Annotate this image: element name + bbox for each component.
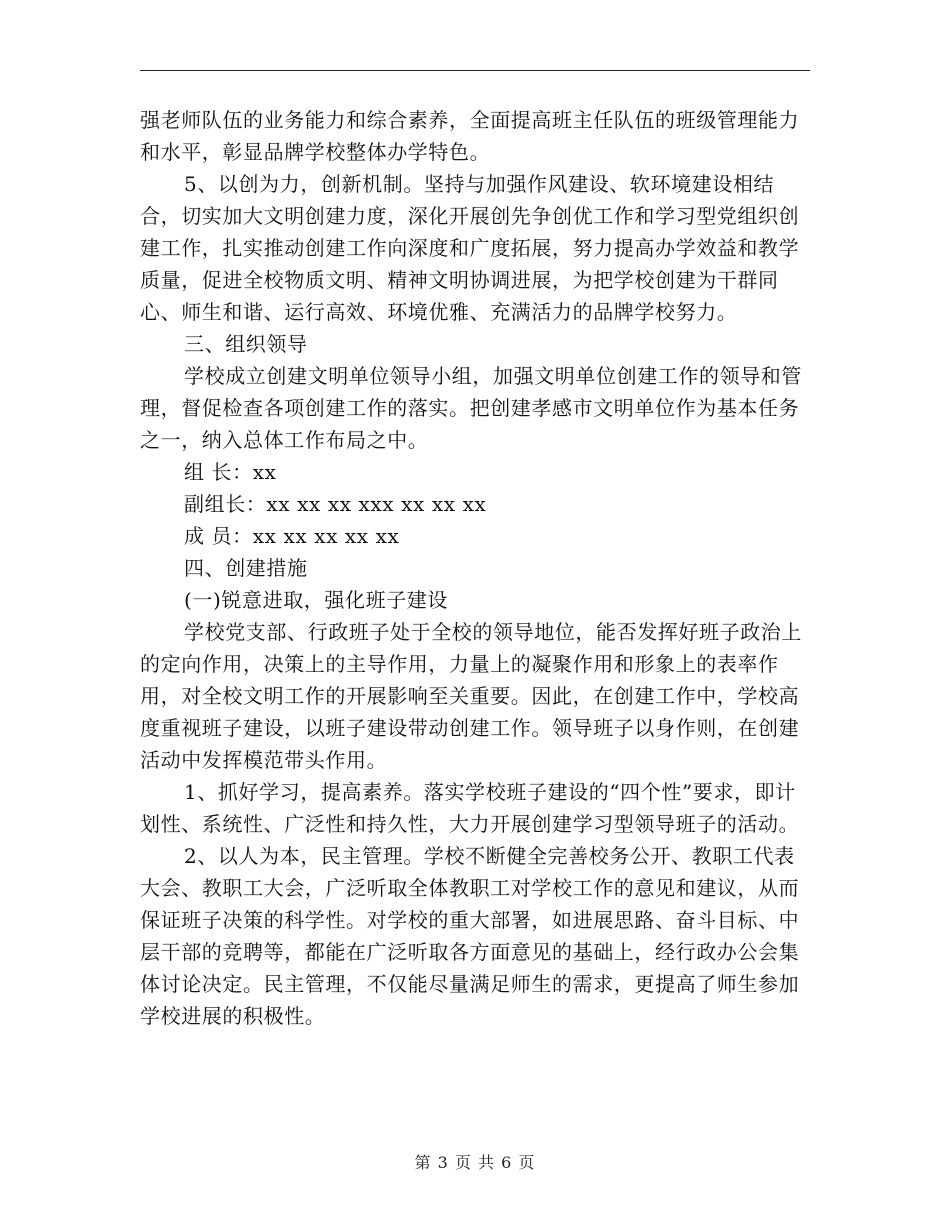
members-line: 成 员：xx xx xx xx xx <box>184 524 400 548</box>
paragraph-innovation-mechanism: 5、以创为力，创新机制。坚持与加强作风建设、软环境建设相结合，切实加大文明创建力度，深化开展创先争创优工作和学习型党组织创建工作，扎实推动创建工作向深度和广度拓展，努力提高办学效益和教学质量，促进全校物质文明、精神文明协调进展，为把学校创建为干群同心、师生和谐、运行高效、环境优雅、充满活力的品牌学校努力。 <box>140 172 800 324</box>
paragraph-leadership-group: 学校成立创建文明单位领导小组，加强文明单位创建工作的领导和管理，督促检查各项创建工作的落实。把创建孝感市文明单位作为基本任务之一，纳入总体工作布局之中。 <box>140 364 802 452</box>
subheading-team-building: (一)锐意进取，强化班子建设 <box>184 588 449 612</box>
paragraph-democratic-management: 2、以人为本，民主管理。学校不断健全完善校务公开、教职工代表大会、教职工大会，广泛听取全体教职工对学校工作的意见和建议，从而保证班子决策的科学性。对学校的重大部署，如进展思路、奋斗目标、中层干部的竞聘等，都能在广泛听取各方面意见的基础上，经行政办公会集体讨论决定。民主管理，不仅能尽量满足师生的需求，更提高了师生参加学校进展的积极性。 <box>140 844 800 1028</box>
section-heading-measures: 四、创建措施 <box>184 556 308 580</box>
paragraph-continuation: 强老师队伍的业务能力和综合素养，全面提高班主任队伍的班级管理能力和水平，彰显品牌学校整体办学特色。 <box>140 108 800 164</box>
group-leader-line: 组 长：xx <box>184 460 277 484</box>
deputy-leader-line: 副组长：xx xx xx xxx xx xx xx <box>184 492 487 516</box>
section-heading-organization: 三、组织领导 <box>184 332 308 356</box>
paragraph-study: 1、抓好学习，提高素养。落实学校班子建设的“四个性”要求，即计划性、系统性、广泛性和持久性，大力开展创建学习型领导班子的活动。 <box>140 780 800 836</box>
header-rule <box>140 70 810 71</box>
document-body <box>140 104 810 1032</box>
paragraph-team-role: 学校党支部、行政班子处于全校的领导地位，能否发挥好班子政治上的定向作用，决策上的主导作用，力量上的凝聚作用和形象上的表率作用，对全校文明工作的开展影响至关重要。因此，在创建工作中，学校高度重视班子建设，以班子建设带动创建工作。领导班子以身作则，在创建活动中发挥模范带头作用。 <box>140 620 802 772</box>
page-number: 第 3 页 共 6 页 <box>414 1153 536 1172</box>
